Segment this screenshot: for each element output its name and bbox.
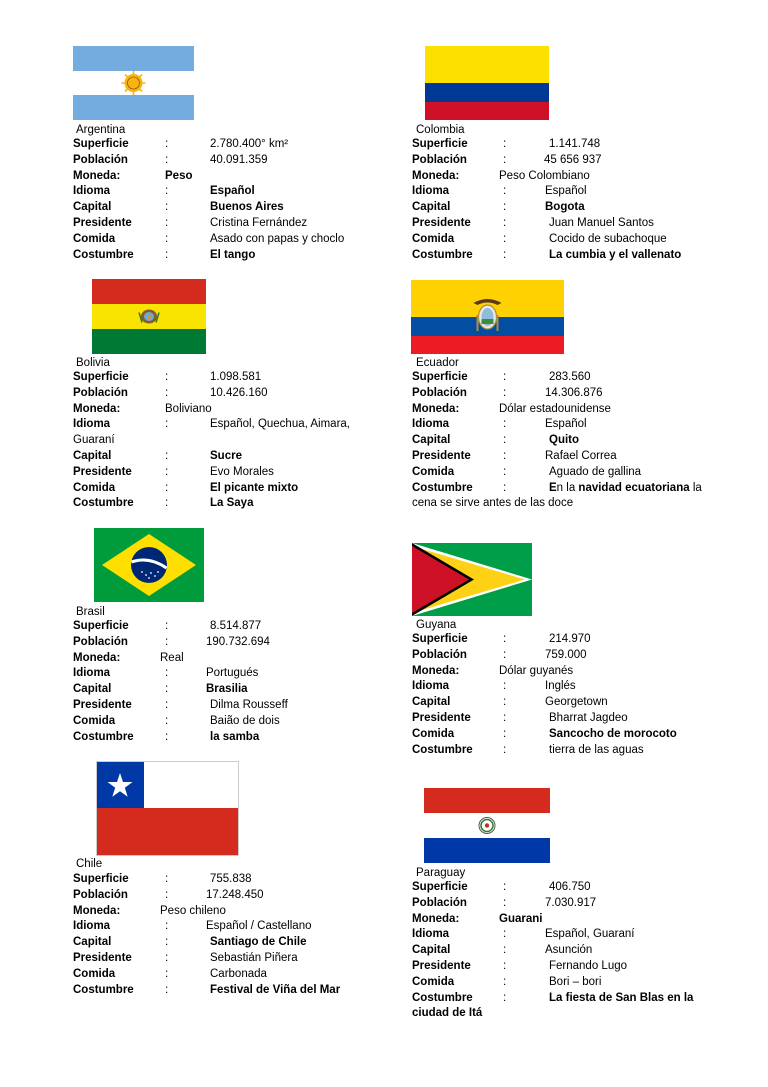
info-row — [73, 402, 393, 418]
field-label: Superficie — [412, 371, 468, 383]
field-label: Presidente — [73, 698, 132, 711]
info-row — [412, 232, 742, 248]
separator: : — [165, 936, 169, 949]
field-value: Baião de dois — [210, 714, 280, 727]
field-label: Superficie — [412, 633, 468, 645]
info-row — [73, 184, 373, 200]
separator: : — [503, 386, 507, 399]
country-name: Guyana — [416, 619, 457, 631]
field-label: Comida — [73, 481, 116, 494]
field-label: Costumbre — [412, 743, 473, 756]
field-value: Sebastián Piñera — [210, 951, 298, 964]
info-row — [73, 153, 373, 169]
field-value: Georgetown — [545, 696, 608, 709]
field-label: Moneda: — [73, 904, 121, 917]
info-row — [73, 232, 373, 248]
field-label: Capital — [73, 683, 112, 696]
info-row-continuation — [73, 433, 393, 449]
separator: : — [503, 648, 507, 661]
field-value: Sucre — [210, 449, 242, 462]
field-value: Quito — [549, 434, 580, 447]
separator: : — [503, 991, 507, 1004]
separator: : — [503, 975, 507, 988]
info-row — [412, 880, 752, 896]
separator: : — [165, 714, 169, 727]
field-label: Comida — [73, 232, 116, 245]
field-label: Superficie — [412, 881, 468, 893]
field-label: Capital — [412, 696, 451, 709]
separator: : — [165, 620, 169, 632]
info-row — [73, 619, 373, 635]
info-row — [412, 169, 742, 185]
field-value: 406.750 — [549, 881, 591, 893]
field-value: tierra de las aguas — [549, 743, 644, 756]
separator: : — [503, 896, 507, 909]
field-label: Presidente — [412, 216, 471, 229]
field-label: Idioma — [412, 928, 450, 941]
info-row — [73, 888, 393, 904]
field-label: Costumbre — [73, 248, 134, 261]
field-value: Cocido de subachoque — [549, 232, 667, 245]
separator: : — [503, 465, 507, 478]
info-row — [73, 919, 393, 935]
field-label: Superficie — [73, 873, 129, 885]
flag-chile — [96, 761, 239, 856]
field-label: Costumbre — [412, 248, 473, 261]
separator: : — [165, 371, 169, 383]
field-label: Costumbre — [412, 481, 473, 494]
info-row — [412, 927, 752, 943]
separator: : — [165, 386, 169, 399]
separator: : — [165, 465, 169, 478]
field-label: Población — [412, 648, 467, 661]
info-row — [412, 991, 752, 1007]
field-value: la samba — [210, 730, 260, 743]
separator: : — [503, 153, 507, 166]
info-row — [412, 975, 752, 991]
field-label: Capital — [73, 201, 112, 214]
field-label: Comida — [73, 967, 116, 980]
flag-bolivia — [92, 279, 206, 354]
country-name: Brasil — [76, 606, 105, 618]
separator: : — [165, 967, 169, 980]
separator: : — [165, 667, 169, 680]
flag-brasil — [94, 528, 204, 602]
field-value: La cumbia y el vallenato — [549, 248, 682, 261]
country-name: Ecuador — [416, 357, 459, 369]
info-row — [412, 711, 742, 727]
info-row — [412, 370, 752, 386]
field-label: Comida — [412, 975, 455, 988]
field-value: Carbonada — [210, 967, 267, 980]
field-label: Idioma — [412, 185, 450, 198]
field-value: 7.030.917 — [545, 896, 597, 909]
info-row — [73, 169, 373, 185]
country-name: Colombia — [416, 124, 465, 136]
field-label: Población — [412, 386, 467, 399]
separator: : — [503, 248, 507, 261]
separator: : — [165, 730, 169, 743]
field-value: 45 656 937 — [544, 153, 602, 166]
separator: : — [165, 873, 169, 885]
field-value: Santiago de Chile — [210, 936, 307, 949]
info-row — [412, 200, 742, 216]
field-value: 8.514.877 — [210, 620, 262, 632]
info-row — [412, 402, 752, 418]
separator: : — [503, 371, 507, 383]
separator: : — [165, 449, 169, 462]
field-label: Capital — [73, 449, 112, 462]
info-row — [73, 651, 373, 667]
separator: : — [503, 711, 507, 724]
field-value: Inglés — [545, 680, 576, 693]
field-value: Dilma Rousseff — [210, 698, 288, 711]
separator: : — [503, 418, 507, 431]
field-value: Buenos Aires — [210, 201, 284, 214]
separator: : — [503, 959, 507, 972]
field-label: Superficie — [73, 371, 129, 383]
field-label: Presidente — [73, 216, 132, 229]
field-value: El tango — [210, 248, 256, 261]
field-label: Comida — [73, 714, 116, 727]
separator: : — [165, 418, 169, 431]
field-label: Moneda: — [412, 169, 460, 182]
field-value: 755.838 — [210, 873, 252, 885]
field-label: Comida — [412, 232, 455, 245]
field-value: Evo Morales — [210, 465, 274, 478]
field-value: Festival de Viña del Mar — [210, 983, 341, 996]
flag-colombia — [425, 46, 549, 120]
field-value: La fiesta de San Blas en la — [549, 991, 694, 1004]
field-value: Asado con papas y choclo — [210, 232, 345, 245]
field-label: Moneda: — [73, 169, 121, 182]
info-row — [412, 465, 752, 481]
separator: : — [503, 881, 507, 893]
field-value: Español — [545, 418, 587, 431]
info-row — [73, 216, 373, 232]
field-value: 283.560 — [549, 371, 591, 383]
field-label: Población — [73, 888, 128, 901]
info-row — [412, 184, 742, 200]
field-label: Moneda: — [412, 912, 460, 925]
field-value: Español — [210, 185, 255, 198]
info-row — [73, 983, 393, 999]
info-row-continuation — [412, 1006, 752, 1022]
info-row — [412, 664, 742, 680]
field-label: Costumbre — [412, 991, 473, 1004]
field-value: 1.141.748 — [549, 138, 601, 150]
info-row — [73, 465, 393, 481]
info-row — [73, 714, 373, 730]
separator: : — [503, 928, 507, 941]
info-row — [73, 200, 373, 216]
field-label: Comida — [412, 727, 455, 740]
separator: : — [165, 481, 169, 494]
info-row — [73, 481, 393, 497]
separator: : — [503, 633, 507, 645]
field-value: La Saya — [210, 497, 254, 510]
field-value: Asunción — [545, 944, 593, 957]
separator: : — [165, 888, 169, 901]
info-row — [412, 216, 742, 232]
field-label: Superficie — [412, 138, 468, 150]
field-label: Costumbre — [73, 730, 134, 743]
flag-argentina — [73, 46, 194, 120]
field-value: En la navidad ecuatoriana la — [549, 481, 702, 494]
field-label: Población — [73, 386, 128, 399]
field-label: Capital — [412, 944, 451, 957]
country-info-ecuador — [412, 370, 752, 512]
info-row — [73, 449, 393, 465]
field-value: Español — [545, 185, 587, 198]
country-info-brasil — [73, 619, 373, 745]
field-label: Capital — [412, 434, 451, 447]
info-row — [412, 943, 752, 959]
info-row — [412, 679, 742, 695]
info-row — [412, 743, 742, 759]
field-label: Comida — [412, 465, 455, 478]
info-row — [412, 433, 752, 449]
field-value: 10.426.160 — [210, 386, 268, 399]
separator: : — [165, 232, 169, 245]
info-row — [73, 635, 373, 651]
info-row — [412, 695, 742, 711]
separator: : — [165, 683, 169, 696]
country-info-argentina — [73, 137, 373, 263]
flag-paraguay — [424, 788, 550, 863]
field-value: 190.732.694 — [206, 635, 270, 648]
field-value: Peso — [165, 169, 193, 182]
field-label: Presidente — [412, 449, 471, 462]
field-value: Aguado de gallina — [549, 465, 642, 478]
field-label: Costumbre — [73, 983, 134, 996]
country-info-guyana — [412, 632, 742, 758]
info-row — [73, 666, 373, 682]
info-row-continuation — [412, 496, 752, 512]
info-row — [412, 648, 742, 664]
field-label: Idioma — [412, 680, 450, 693]
info-row — [73, 386, 393, 402]
field-label: Idioma — [73, 185, 111, 198]
separator: : — [165, 248, 169, 261]
info-row — [412, 896, 752, 912]
field-label: Idioma — [73, 667, 111, 680]
country-name: Paraguay — [416, 867, 466, 879]
separator: : — [165, 153, 169, 166]
info-row — [73, 248, 373, 264]
field-value: Fernando Lugo — [549, 959, 628, 972]
field-value: Juan Manuel Santos — [549, 216, 654, 229]
field-label: Presidente — [412, 711, 471, 724]
info-row — [73, 417, 393, 433]
info-row — [412, 137, 742, 153]
separator: : — [165, 216, 169, 229]
info-row — [73, 682, 373, 698]
field-value: 2.780.400° km² — [210, 138, 289, 150]
field-label: Capital — [412, 201, 451, 214]
field-value: Bori – bori — [549, 975, 602, 988]
field-value: El picante mixto — [210, 481, 299, 494]
info-row — [73, 496, 393, 512]
info-row — [412, 153, 742, 169]
field-label: Costumbre — [73, 497, 134, 510]
field-value: Español, Guaraní — [545, 928, 635, 941]
separator: : — [165, 698, 169, 711]
info-row — [73, 935, 393, 951]
country-info-colombia — [412, 137, 742, 263]
field-value: Peso Colombiano — [499, 169, 590, 182]
info-row — [73, 904, 393, 920]
field-value-continuation: cena se sirve antes de las doce — [412, 497, 574, 510]
separator: : — [165, 201, 169, 214]
separator: : — [503, 449, 507, 462]
separator: : — [503, 481, 507, 494]
field-value: Peso chileno — [160, 904, 226, 917]
field-value: Guarani — [499, 912, 543, 925]
info-row — [73, 967, 393, 983]
separator: : — [503, 201, 507, 214]
separator: : — [503, 680, 507, 693]
field-label: Presidente — [73, 465, 132, 478]
field-value: 214.970 — [549, 633, 591, 645]
field-label: Idioma — [73, 418, 111, 431]
info-row — [412, 912, 752, 928]
info-row — [73, 370, 393, 386]
info-row — [412, 632, 742, 648]
field-label: Moneda: — [412, 664, 460, 677]
field-value: Sancocho de morocoto — [549, 727, 677, 740]
info-row — [73, 872, 393, 888]
info-row — [412, 449, 752, 465]
field-label: Población — [412, 896, 467, 909]
field-label: Moneda: — [73, 402, 121, 415]
field-value: Rafael Correa — [545, 449, 617, 462]
separator: : — [503, 138, 507, 150]
separator: : — [165, 951, 169, 964]
field-label: Presidente — [73, 951, 132, 964]
separator: : — [165, 635, 169, 648]
country-name: Chile — [76, 858, 103, 870]
field-value: Boliviano — [165, 402, 212, 415]
field-label: Población — [412, 153, 467, 166]
field-value: 14.306.876 — [545, 386, 603, 399]
country-info-bolivia — [73, 370, 393, 512]
field-value: Cristina Fernández — [210, 216, 308, 229]
flag-guyana — [412, 543, 532, 616]
info-row — [412, 386, 752, 402]
field-label: Población — [73, 635, 128, 648]
separator: : — [503, 696, 507, 709]
info-row — [412, 481, 752, 497]
country-name: Bolivia — [76, 357, 110, 369]
field-value: Español, Quechua, Aimara, — [210, 418, 350, 431]
info-row — [412, 417, 752, 433]
info-row — [73, 137, 373, 153]
field-value: Portugués — [206, 667, 259, 680]
field-label: Superficie — [73, 138, 129, 150]
field-value: Brasilia — [206, 683, 248, 696]
field-label: Idioma — [412, 418, 450, 431]
separator: : — [165, 920, 169, 933]
flag-ecuador — [411, 280, 564, 354]
separator: : — [503, 743, 507, 756]
separator: : — [503, 944, 507, 957]
field-value: Bharrat Jagdeo — [549, 711, 628, 724]
field-label: Moneda: — [73, 651, 121, 664]
separator: : — [503, 434, 507, 447]
separator: : — [503, 185, 507, 198]
info-row — [412, 727, 742, 743]
field-value: Dólar estadounidense — [499, 402, 611, 415]
info-row — [412, 248, 742, 264]
field-value: Bogota — [545, 201, 585, 214]
field-value-continuation: Guaraní — [73, 434, 115, 447]
field-label: Presidente — [412, 959, 471, 972]
field-value: Español / Castellano — [206, 920, 312, 933]
field-label: Idioma — [73, 920, 111, 933]
separator: : — [165, 497, 169, 510]
separator: : — [165, 185, 169, 198]
separator: : — [165, 138, 169, 150]
field-value: Dólar guyanés — [499, 664, 574, 677]
field-label: Población — [73, 153, 128, 166]
field-label: Capital — [73, 936, 112, 949]
separator: : — [165, 983, 169, 996]
field-value: 1.098.581 — [210, 371, 262, 383]
field-value: 40.091.359 — [210, 153, 268, 166]
field-value-continuation: ciudad de Itá — [412, 1007, 483, 1020]
country-name: Argentina — [76, 124, 126, 136]
field-value: 759.000 — [545, 648, 587, 661]
info-row — [412, 959, 752, 975]
separator: : — [503, 216, 507, 229]
info-row — [73, 951, 393, 967]
info-row — [73, 730, 373, 746]
separator: : — [503, 727, 507, 740]
field-value: Real — [160, 651, 184, 664]
field-value: 17.248.450 — [206, 888, 264, 901]
field-label: Moneda: — [412, 402, 460, 415]
country-info-chile — [73, 872, 393, 998]
separator: : — [503, 232, 507, 245]
field-label: Superficie — [73, 620, 129, 632]
info-row — [73, 698, 373, 714]
country-info-paraguay — [412, 880, 752, 1022]
